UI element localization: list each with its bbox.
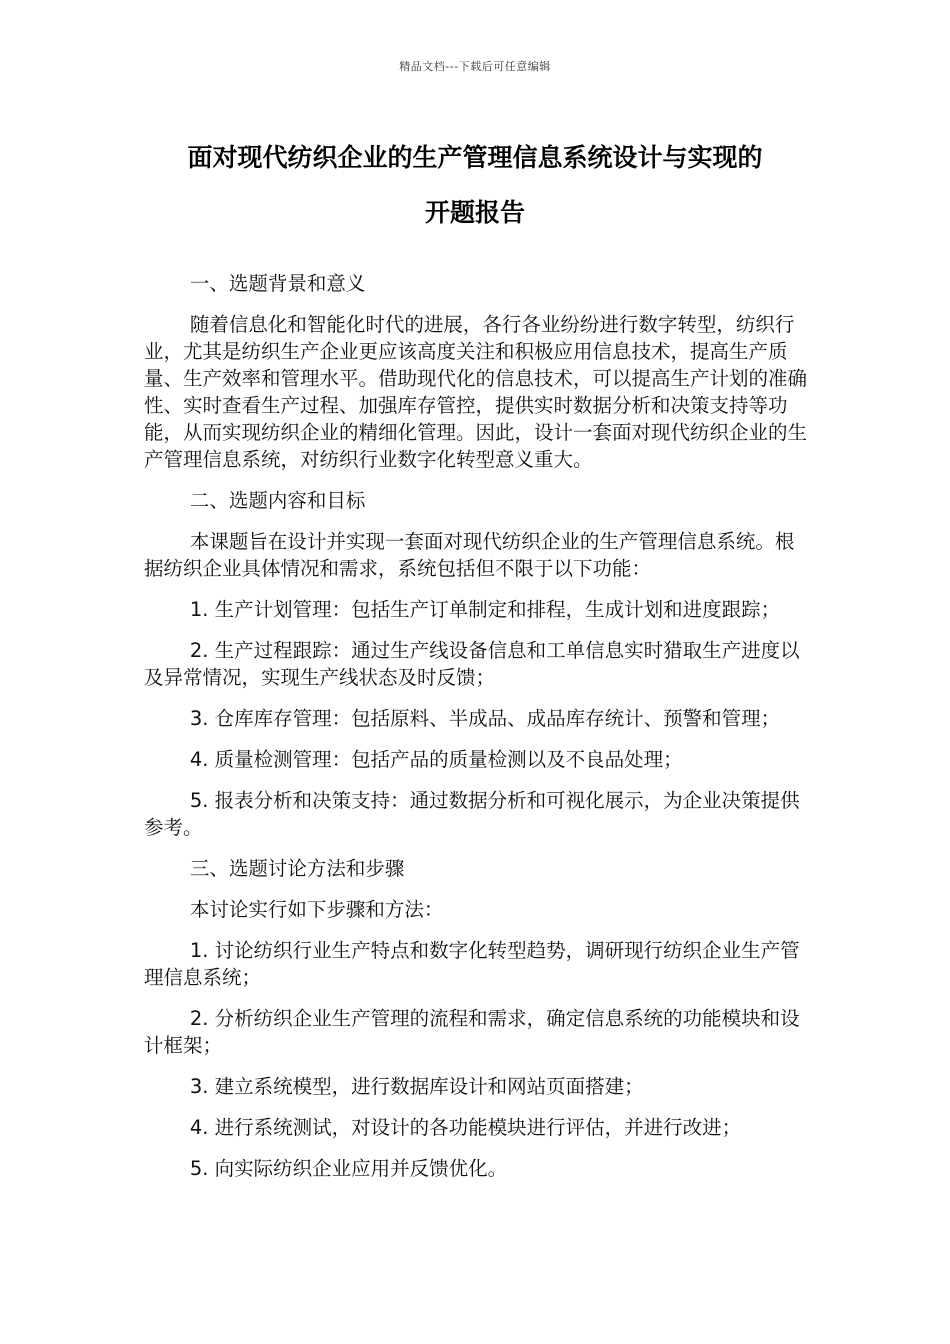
section-3-item: 3. 建立系统模型，进行数据库设计和网站页面搭建；	[189, 1075, 644, 1098]
section-2-item: 5. 报表分析和决策支持：通过数据分析和可视化展示，为企业决策提供参考。	[144, 789, 800, 839]
section-2-heading: 二、选题内容和目标	[189, 489, 366, 512]
section-2-item: 3. 仓库库存管理：包括原料、半成品、成品库存统计、预警和管理；	[189, 707, 781, 730]
section-3-paragraph: 本讨论实行如下步骤和方法：	[189, 898, 444, 921]
header-note: 精品文档---下载后可任意编辑	[399, 60, 551, 73]
document-body	[144, 270, 812, 1182]
section-2-item: 4. 质量检测管理：包括产品的质量检测以及不良品处理；	[189, 748, 683, 771]
section-3-item: 2. 分析纺织企业生产管理的流程和需求，确定信息系统的功能模块和设计框架；	[144, 1007, 800, 1057]
section-3-item: 4. 进行系统测试，对设计的各功能模块进行评估，并进行改进；	[189, 1116, 742, 1139]
section-3-heading: 三、选题讨论方法和步骤	[189, 857, 405, 880]
document-title-line-2: 开题报告	[424, 198, 525, 227]
document-title-line-1: 面对现代纺织企业的生产管理信息系统设计与实现的	[187, 143, 763, 172]
section-2-item: 1. 生产计划管理：包括生产订单制定和排程，生成计划和进度跟踪；	[189, 598, 781, 621]
section-1-heading: 一、选题背景和意义	[189, 272, 366, 295]
section-3-item: 1. 讨论纺织行业生产特点和数字化转型趋势，调研现行纺织企业生产管理信息系统；	[144, 939, 800, 989]
section-1-paragraph: 随着信息化和智能化时代的进展，各行各业纷纷进行数字转型，纺织行业，尤其是纺织生产企业更应该高度关注和积极应用信息技术，提高生产质量、生产效率和管理水平。借助现代化的信息技术，可以提高生产计划的准确性、实时查看生产过程、加强库存管控，提供实时数据分析和决策支持等功能，从而实现纺织企业的精细化管理。因此，设计一套面对现代纺织企业的生产管理信息系统，对纺织行业数字化转型意义重大。	[144, 313, 808, 471]
section-2-item: 2. 生产过程跟踪：通过生产线设备信息和工单信息实时猎取生产进度以及异常情况，实现生产线状态及时反馈；	[144, 639, 800, 689]
section-2-paragraph: 本课题旨在设计并实现一套面对现代纺织企业的生产管理信息系统。根据纺织企业具体情况和需求，系统包括但不限于以下功能：	[144, 530, 795, 580]
section-3-item: 5. 向实际纺织企业应用并反馈优化。	[189, 1157, 508, 1180]
